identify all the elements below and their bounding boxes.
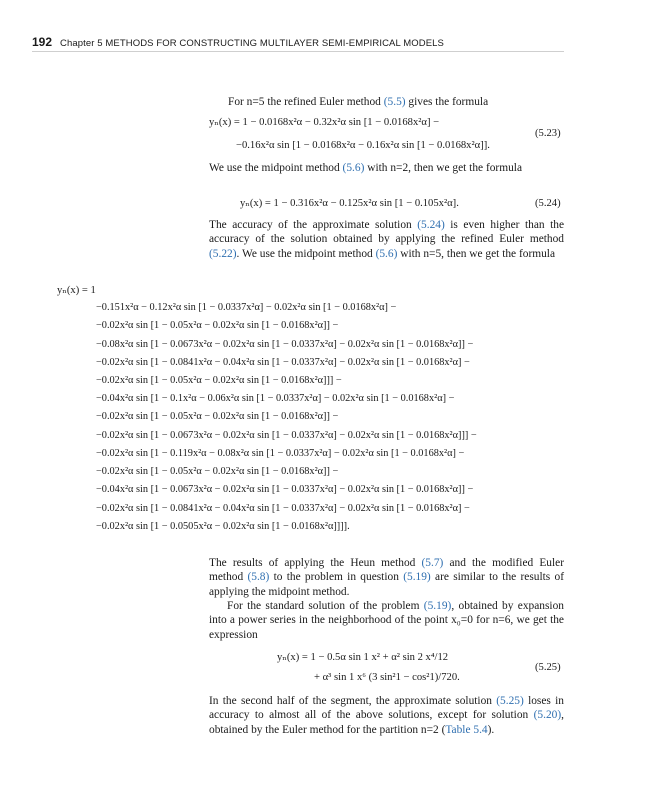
long-eq-line: −0.151x²α − 0.12x²α sin [1 − 0.0337x²α] − 0.02x²α sin [1 − 0.0168x²α] − bbox=[96, 302, 397, 313]
heun-paragraph: The results of applying the Heun method (5.7) and the modified Euler method (5.8) to the problem in question (5.19) are similar to the results of applying the midpoint method. bbox=[209, 557, 564, 598]
midpoint-paragraph: We use the midpoint method (5.6) with n=2, then we get the formula bbox=[209, 162, 523, 174]
eq-5-23-line-2: −0.16x²α sin [1 − 0.0168x²α − 0.16x²α sin [1 − 0.0168x²α]]. bbox=[236, 140, 490, 151]
ref-5-22[interactable]: (5.22) bbox=[209, 247, 237, 260]
chapter-title: Chapter 5 METHODS FOR CONSTRUCTING MULTILAYER SEMI-EMPIRICAL MODELS bbox=[60, 38, 444, 49]
ref-5-20[interactable]: (5.20) bbox=[533, 709, 562, 722]
long-eq-line: −0.02x²α sin [1 − 0.05x²α − 0.02x²α sin [1 − 0.0168x²α]]] − bbox=[96, 375, 342, 386]
long-eq-line: −0.02x²α sin [1 − 0.0841x²α − 0.04x²α sin [1 − 0.0337x²α] − 0.02x²α sin [1 − 0.0168x²α] − bbox=[96, 357, 470, 368]
long-eq-line: −0.02x²α sin [1 − 0.119x²α − 0.08x²α sin [1 − 0.0337x²α] − 0.02x²α sin [1 − 0.0168x²α] − bbox=[96, 448, 465, 459]
page-header bbox=[32, 36, 564, 52]
long-eq-head: yₙ(x) = 1 bbox=[57, 285, 96, 296]
eq-5-23-line-1: yₙ(x) = 1 − 0.0168x²α − 0.32x²α sin [1 − 0.0168x²α] − bbox=[209, 117, 440, 128]
conclusion-paragraph: In the second half of the segment, the approximate solution (5.25) loses in accuracy to almost all of the above solutions, except for solution (5.20), obtained by the Euler method for the partition n=2 (Table 5.4). bbox=[209, 695, 564, 736]
intro-paragraph: For n=5 the refined Euler method (5.5) gives the formula bbox=[228, 96, 489, 108]
eq-5-24-number: (5.24) bbox=[535, 198, 561, 209]
ref-5-25[interactable]: (5.25) bbox=[496, 695, 524, 707]
ref-5-19[interactable]: (5.19) bbox=[403, 571, 431, 584]
eq-5-24: yₙ(x) = 1 − 0.316x²α − 0.125x²α sin [1 − 0.105x²α]. bbox=[240, 198, 459, 209]
long-eq-line: −0.08x²α sin [1 − 0.0673x²α − 0.02x²α sin [1 − 0.0337x²α] − 0.02x²α sin [1 − 0.0168x²α]] − bbox=[96, 339, 474, 350]
long-eq-line: −0.02x²α sin [1 − 0.05x²α − 0.02x²α sin [1 − 0.0168x²α]] − bbox=[96, 320, 339, 331]
long-eq-line: −0.02x²α sin [1 − 0.05x²α − 0.02x²α sin [1 − 0.0168x²α]] − bbox=[96, 411, 339, 422]
long-eq-line: −0.02x²α sin [1 − 0.0841x²α − 0.04x²α sin [1 − 0.0337x²α] − 0.02x²α sin [1 − 0.0168x²α] − bbox=[96, 503, 470, 514]
eq-5-23-number: (5.23) bbox=[535, 128, 561, 139]
long-eq-line: −0.04x²α sin [1 − 0.0673x²α − 0.02x²α sin [1 − 0.0337x²α] − 0.02x²α sin [1 − 0.0168x²α]] − bbox=[96, 484, 474, 495]
long-eq-line: −0.02x²α sin [1 − 0.0673x²α − 0.02x²α sin [1 − 0.0337x²α] − 0.02x²α sin [1 − 0.0168x²α]]] − bbox=[96, 430, 477, 441]
standard-paragraph: For the standard solution of the problem (5.19), obtained by expansion into a power series in the neighborhood of the point x₀=0 for n=6, we get the expression bbox=[209, 600, 564, 641]
ref-5-6-b[interactable]: (5.6) bbox=[375, 247, 398, 260]
eq-5-25-line-1: yₙ(x) = 1 − 0.5α sin 1 x² + α² sin 2 x⁴/12 bbox=[277, 652, 449, 663]
ref-5-8[interactable]: (5.8) bbox=[247, 571, 270, 584]
ref-5-24[interactable]: (5.24) bbox=[417, 219, 445, 231]
eq-5-25-line-2: + α³ sin 1 x⁶ (3 sin²1 − cos²1)/720. bbox=[314, 672, 460, 683]
ref-5-6[interactable]: (5.6) bbox=[342, 162, 365, 174]
long-eq-line: −0.02x²α sin [1 − 0.05x²α − 0.02x²α sin [1 − 0.0168x²α]] − bbox=[96, 466, 339, 477]
ref-5-19-b[interactable]: (5.19) bbox=[423, 600, 452, 612]
eq-5-25-number: (5.25) bbox=[535, 662, 561, 673]
ref-5-7[interactable]: (5.7) bbox=[421, 557, 444, 569]
page-number: 192 bbox=[32, 35, 53, 49]
accuracy-paragraph: The accuracy of the approximate solution (5.24) is even higher than the accuracy of the solution obtained by applying the refined Euler method (5.22). We use the midpoint method (5.6) with n=5, then we get the formula bbox=[209, 219, 564, 260]
ref-table-5-4[interactable]: Table 5.4 bbox=[445, 723, 488, 736]
long-eq-line: −0.02x²α sin [1 − 0.0505x²α − 0.02x²α sin [1 − 0.0168x²α]]]]. bbox=[96, 521, 350, 532]
ref-5-5[interactable]: (5.5) bbox=[383, 96, 406, 108]
long-eq-line: −0.04x²α sin [1 − 0.1x²α − 0.06x²α sin [1 − 0.0337x²α] − 0.02x²α sin [1 − 0.0168x²α] − bbox=[96, 393, 455, 404]
